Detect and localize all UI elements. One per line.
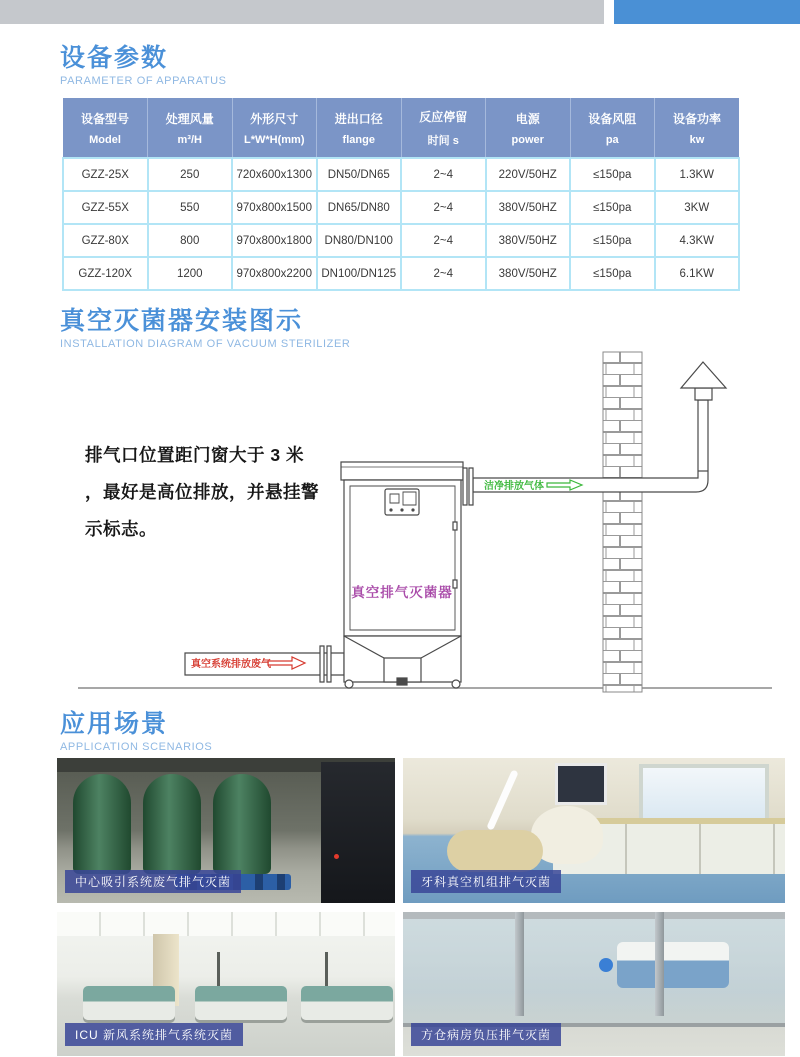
section-header-parameters [60, 44, 227, 87]
note-line: 排气口位置距门窗大于 3 米 [85, 445, 304, 465]
photo-caption: ICU 新风系统排气系统灭菌 [65, 1023, 243, 1046]
photo-decoration [195, 986, 287, 1020]
photo-decoration [334, 854, 339, 859]
section-title-installation: 真空灭菌器安装图示 [60, 307, 304, 335]
table-cell: 720x600x1300 [232, 158, 317, 191]
machine-top-cap [341, 462, 463, 480]
section-title-parameters: 设备参数 [60, 44, 169, 72]
photo-decoration [515, 912, 524, 1016]
table-cell: 2~4 [401, 158, 486, 191]
table-cell: ≤150pa [570, 224, 655, 257]
column-header-resistance: 设备风阻 pa [570, 98, 655, 158]
table-cell: DN50/DN65 [317, 158, 402, 191]
table-cell: 1.3KW [655, 158, 740, 191]
table-row [63, 224, 739, 257]
waste-gas-label: 真空系统排放废气 [191, 659, 271, 670]
photo-decoration [617, 942, 729, 988]
rain-cap-cone [681, 362, 726, 388]
table-cell: DN80/DN100 [317, 224, 402, 257]
section-subtitle-parameters: PARAMETER OF APPARATUS [60, 75, 227, 87]
table-cell: 800 [148, 224, 233, 257]
photo-decoration [639, 764, 769, 826]
photo-caption: 方仓病房负压排气灭菌 [411, 1023, 561, 1046]
door-hinge [453, 580, 457, 588]
inlet-flange [320, 646, 324, 682]
brick-wall [603, 352, 642, 692]
table-header-row [63, 98, 739, 158]
table-cell: 970x800x1500 [232, 191, 317, 224]
table-cell: DN65/DN80 [317, 191, 402, 224]
installation-diagram [60, 340, 780, 700]
table-cell: 2~4 [401, 257, 486, 290]
column-header-airflow: 处理风量 m³/H [148, 98, 233, 158]
table-cell: GZZ-55X [63, 191, 148, 224]
photo-decoration [599, 958, 613, 972]
top-bar-gray [0, 0, 604, 24]
table-cell: 220V/50HZ [486, 158, 571, 191]
outlet-flange [463, 468, 467, 505]
column-header-model: 设备型号 Model [63, 98, 148, 158]
table-cell: 970x800x1800 [232, 224, 317, 257]
machine-wheel [452, 680, 460, 688]
note-line: 示标志。 [85, 519, 157, 539]
table-cell: 3KW [655, 191, 740, 224]
table-cell: 1200 [148, 257, 233, 290]
sterilizer-machine [341, 462, 473, 688]
exhaust-pipe [473, 362, 726, 492]
table-cell: 380V/50HZ [486, 191, 571, 224]
machine-label: 真空排气灭菌器 [351, 585, 453, 600]
table-cell: 2~4 [401, 224, 486, 257]
photo-central-suction-system [57, 758, 395, 903]
table-cell: ≤150pa [570, 257, 655, 290]
table-cell: ≤150pa [570, 191, 655, 224]
table-cell: ≤150pa [570, 158, 655, 191]
note-line: ，最好是高位排放，并悬挂警 [85, 482, 319, 502]
table-cell: GZZ-120X [63, 257, 148, 290]
top-bar-blue [614, 0, 800, 24]
table-cell: GZZ-25X [63, 158, 148, 191]
table-cell: 2~4 [401, 191, 486, 224]
column-header-dimensions: 外形尺寸 L*W*H(mm) [232, 98, 317, 158]
photo-decoration [143, 774, 201, 874]
table-row [63, 158, 739, 191]
door-hinge [453, 522, 457, 530]
photo-decoration [555, 763, 607, 805]
photo-dental-vacuum-unit [403, 758, 785, 903]
column-header-dwell-time: 反应停留 时间 s [401, 98, 486, 158]
column-header-power: 设备功率 kw [655, 98, 740, 158]
table-cell: DN100/DN125 [317, 257, 402, 290]
table-cell: 4.3KW [655, 224, 740, 257]
photo-decoration [321, 762, 395, 903]
clean-gas-label: 洁净排放气体 [484, 481, 544, 492]
column-header-flange: 进出口径 flange [317, 98, 402, 158]
photo-caption: 中心吸引系统废气排气灭菌 [65, 870, 241, 893]
photo-cabin-ward-negative-pressure [403, 912, 785, 1056]
photo-decoration [655, 912, 664, 1016]
column-header-power-supply: 电源 power [486, 98, 571, 158]
table-cell: 250 [148, 158, 233, 191]
table-cell: 550 [148, 191, 233, 224]
photo-decoration [486, 769, 518, 830]
photo-decoration [57, 912, 395, 936]
photo-decoration [73, 774, 131, 874]
table-row [63, 191, 739, 224]
inlet-flange [327, 646, 331, 682]
table-cell: 380V/50HZ [486, 224, 571, 257]
outlet-flange [469, 468, 473, 505]
photo-decoration [301, 986, 393, 1020]
table-cell: GZZ-80X [63, 224, 148, 257]
table-row [63, 257, 739, 290]
photo-caption: 牙科真空机组排气灭菌 [411, 870, 561, 893]
section-subtitle-installation: INSTALLATION DIAGRAM OF VACUUM STERILIZER [60, 338, 351, 350]
photo-decoration [447, 830, 543, 872]
parameters-table [62, 98, 740, 291]
photo-decoration [83, 986, 175, 1020]
table-cell: 380V/50HZ [486, 257, 571, 290]
photo-decoration [213, 774, 271, 874]
section-title-scenarios: 应用场景 [60, 710, 169, 738]
section-header-scenarios [60, 710, 212, 753]
table-cell: 6.1KW [655, 257, 740, 290]
rain-cap-collar [695, 388, 712, 400]
section-subtitle-scenarios: APPLICATION SCENARIOS [60, 741, 213, 753]
machine-wheel [345, 680, 353, 688]
table-cell: 970x800x2200 [232, 257, 317, 290]
photo-icu-fresh-air-system [57, 912, 395, 1056]
